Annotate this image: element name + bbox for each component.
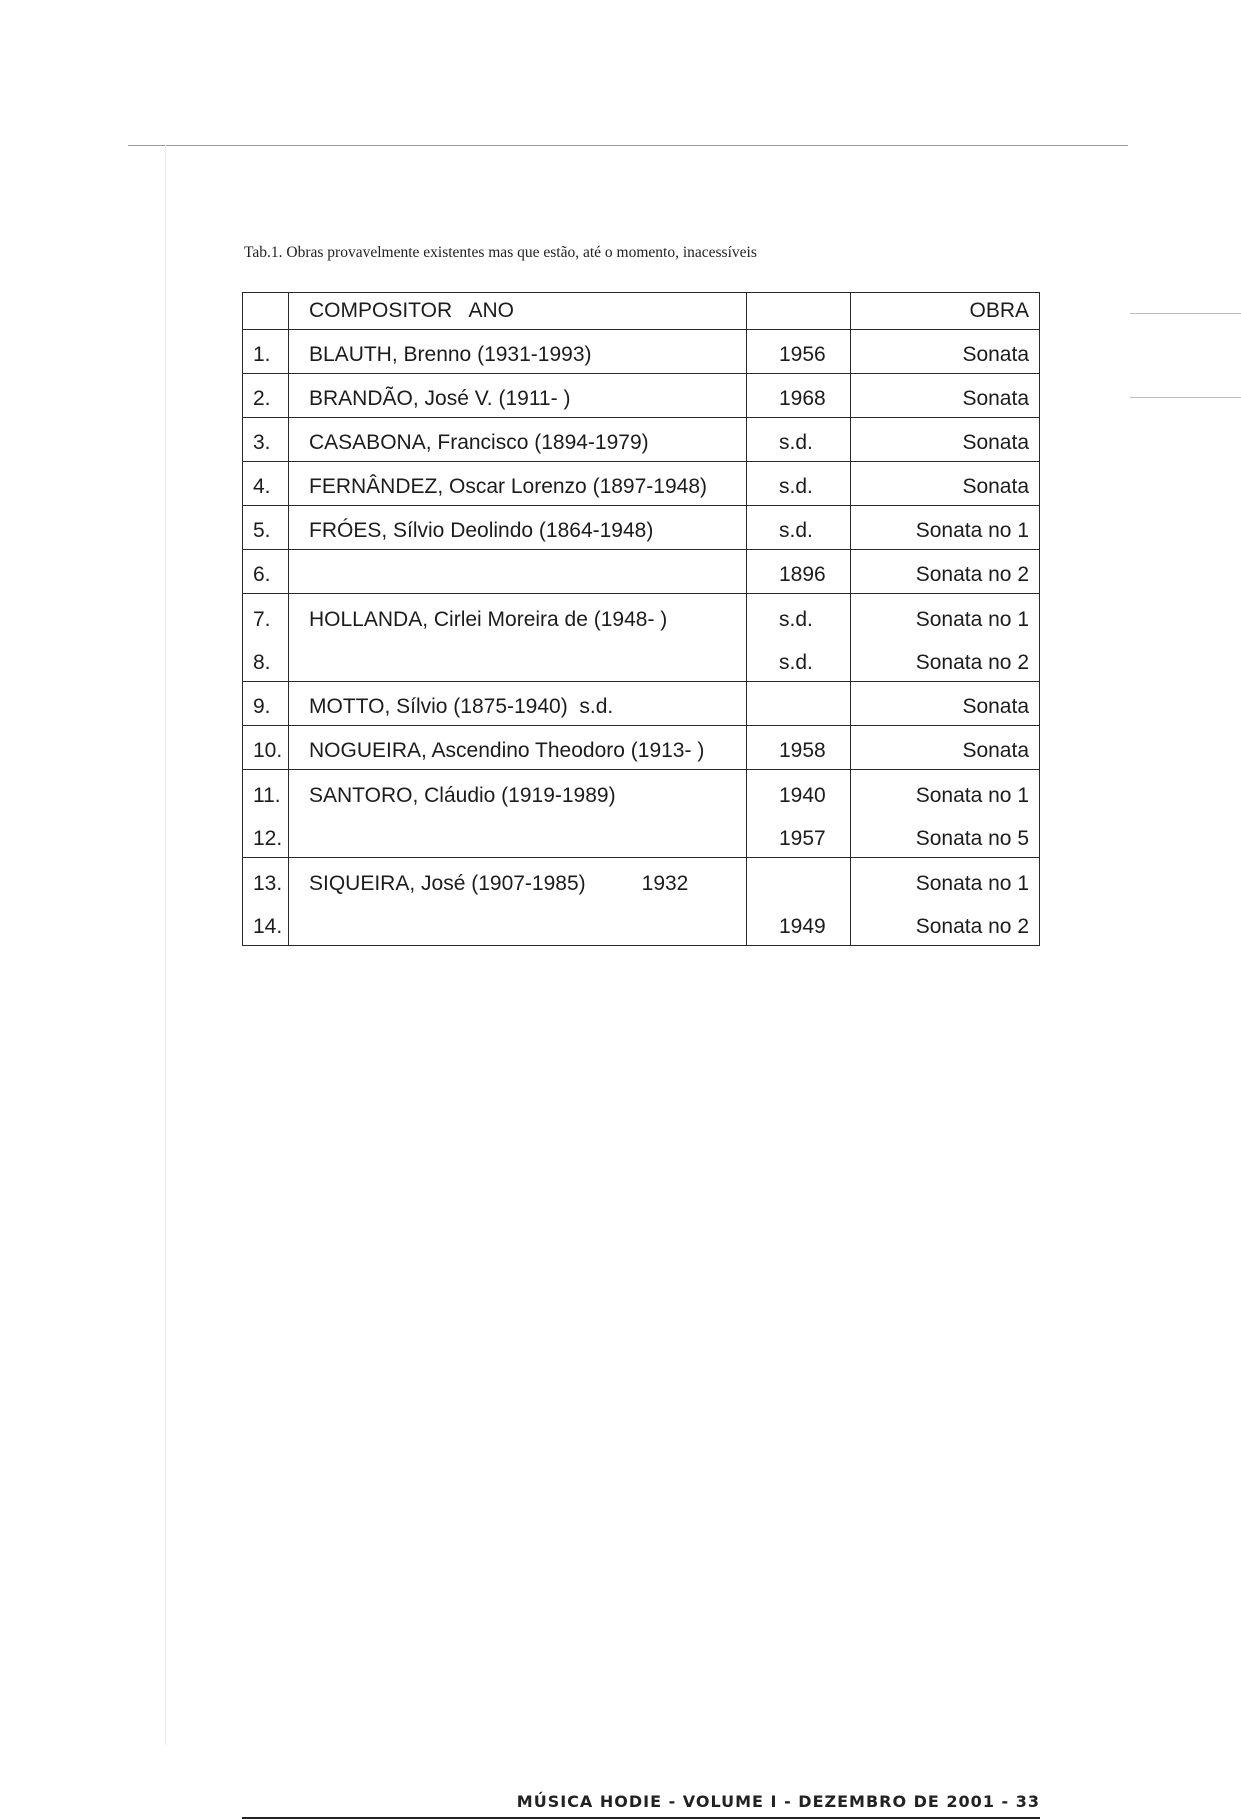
- row-number: 4.: [243, 462, 289, 506]
- row-composer: BLAUTH, Brenno (1931-1993): [289, 330, 747, 374]
- scan-edge-left: [165, 145, 166, 1745]
- row-year: 1949: [747, 902, 851, 946]
- row-work: Sonata: [851, 682, 1040, 726]
- scan-mark: [1130, 313, 1241, 314]
- row-composer: FERNÂNDEZ, Oscar Lorenzo (1897-1948): [289, 462, 747, 506]
- row-work: Sonata no 1: [851, 506, 1040, 550]
- row-composer: [289, 902, 747, 946]
- table-caption: Tab.1. Obras provavelmente existentes mas que estão, até o momento, inacessíveis: [244, 244, 757, 261]
- row-number: 2.: [243, 374, 289, 418]
- row-number: 1.: [243, 330, 289, 374]
- table-row: [243, 550, 1040, 594]
- row-composer: HOLLANDA, Cirlei Moreira de (1948- ): [289, 594, 747, 638]
- header-num-cell: [243, 293, 289, 330]
- table-row: [243, 770, 1040, 814]
- row-number: 9.: [243, 682, 289, 726]
- row-composer-year: 1932: [641, 871, 689, 895]
- row-composer: [289, 814, 747, 858]
- row-composer: SIQUEIRA, José (1907-1985): [309, 871, 586, 895]
- header-work: OBRA: [851, 293, 1040, 330]
- row-year: 1968: [747, 374, 851, 418]
- row-work: Sonata no 1: [851, 858, 1040, 902]
- row-work: Sonata no 2: [851, 550, 1040, 594]
- row-composer: MOTTO, Sílvio (1875-1940) s.d.: [289, 682, 747, 726]
- row-composer: FRÓES, Sílvio Deolindo (1864-1948): [289, 506, 747, 550]
- row-composer: [289, 638, 747, 682]
- row-number: 6.: [243, 550, 289, 594]
- row-work: Sonata: [851, 418, 1040, 462]
- header-composer-label: COMPOSITOR ANO: [309, 299, 514, 322]
- row-number: 10.: [243, 726, 289, 770]
- table-row: [243, 858, 1040, 902]
- row-composer: NOGUEIRA, Ascendino Theodoro (1913- ): [289, 726, 747, 770]
- row-work: Sonata: [851, 374, 1040, 418]
- table-row: [243, 638, 1040, 682]
- row-work: Sonata: [851, 726, 1040, 770]
- row-year: 1958: [747, 726, 851, 770]
- page-footer: MÚSICA HODIE - VOLUME I - DEZEMBRO DE 2001 - 33: [516, 1792, 1040, 1811]
- row-composer: CASABONA, Francisco (1894-1979): [289, 418, 747, 462]
- row-year: s.d.: [747, 462, 851, 506]
- row-number: 13.: [243, 858, 289, 902]
- row-number: 14.: [243, 902, 289, 946]
- table-header-row: [243, 293, 1040, 330]
- table-row: [243, 682, 1040, 726]
- table-row: [243, 374, 1040, 418]
- row-work: Sonata no 1: [851, 594, 1040, 638]
- row-year: 1956: [747, 330, 851, 374]
- row-year: s.d.: [747, 506, 851, 550]
- header-composer: [289, 293, 747, 330]
- table-row: [243, 330, 1040, 374]
- scan-mark: [1130, 397, 1241, 398]
- table-row: [243, 902, 1040, 946]
- row-composer: SANTORO, Cláudio (1919-1989): [289, 770, 747, 814]
- row-year: [747, 682, 851, 726]
- row-composer: [289, 550, 747, 594]
- row-year: s.d.: [747, 594, 851, 638]
- row-composer: BRANDÃO, José V. (1911- ): [289, 374, 747, 418]
- row-number: 7.: [243, 594, 289, 638]
- row-work: Sonata: [851, 462, 1040, 506]
- header-year: [747, 293, 851, 330]
- table-row: [243, 814, 1040, 858]
- row-year: [747, 858, 851, 902]
- table-row: [243, 506, 1040, 550]
- scan-edge-top: [128, 145, 1128, 146]
- row-number: 5.: [243, 506, 289, 550]
- table-row: [243, 726, 1040, 770]
- row-work: Sonata: [851, 330, 1040, 374]
- row-number: 11.: [243, 770, 289, 814]
- row-year: s.d.: [747, 638, 851, 682]
- row-composer-cell: [289, 858, 747, 902]
- works-table: [242, 292, 1040, 946]
- row-year: s.d.: [747, 418, 851, 462]
- row-work: Sonata no 1: [851, 770, 1040, 814]
- row-work: Sonata no 5: [851, 814, 1040, 858]
- table-row: [243, 418, 1040, 462]
- row-work: Sonata no 2: [851, 902, 1040, 946]
- row-work: Sonata no 2: [851, 638, 1040, 682]
- row-number: 3.: [243, 418, 289, 462]
- row-number: 12.: [243, 814, 289, 858]
- table-row: [243, 594, 1040, 638]
- row-year: 1896: [747, 550, 851, 594]
- table-row: [243, 462, 1040, 506]
- row-year: 1940: [747, 770, 851, 814]
- row-number: 8.: [243, 638, 289, 682]
- row-year: 1957: [747, 814, 851, 858]
